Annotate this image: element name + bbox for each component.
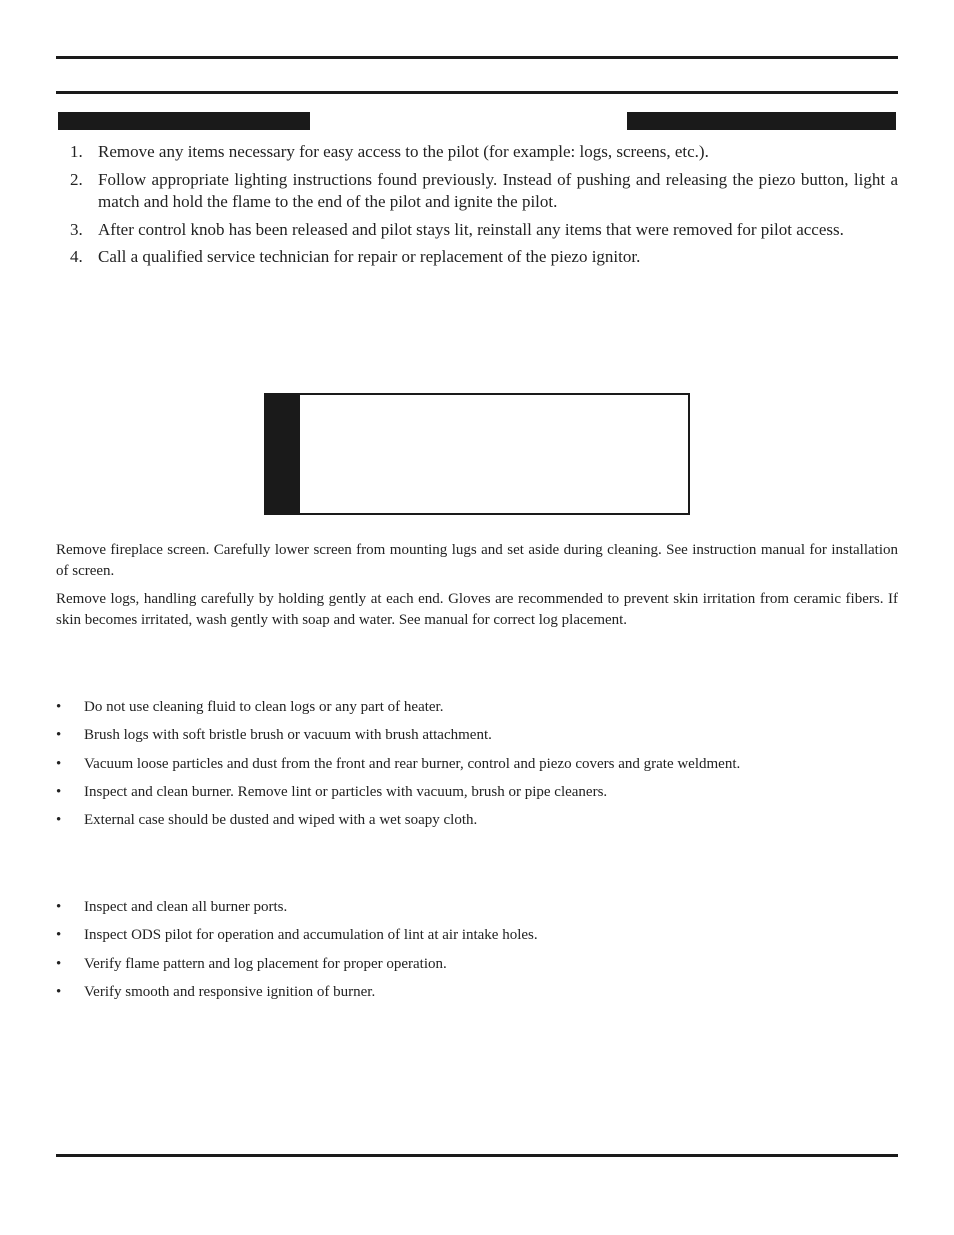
step-item	[56, 246, 898, 269]
bullet-icon: •	[56, 699, 62, 715]
step-number: 1.	[70, 142, 83, 161]
bullet-icon: •	[56, 899, 62, 915]
screen-removal-paragraph: Remove fireplace screen. Carefully lower screen from mounting lugs and set aside during cleaning. See instruction manual for installation of screen.	[56, 542, 898, 579]
header-rule-bottom	[56, 91, 898, 94]
step-item	[56, 169, 898, 214]
footer-rule	[56, 1154, 898, 1157]
list-item-text: Inspect ODS pilot for operation and accumulation of lint at air intake holes.	[84, 927, 538, 944]
list-item-text: Inspect and clean all burner ports.	[84, 899, 288, 915]
list-item	[56, 754, 898, 774]
bullet-icon: •	[56, 727, 62, 744]
list-item	[56, 897, 898, 917]
list-item-text: Inspect and clean burner. Remove lint or particles with vacuum, brush or pipe cleaners.	[84, 783, 608, 800]
step-number: 2.	[70, 169, 83, 189]
list-item-text: Do not use cleaning fluid to clean logs or any part of heater.	[84, 699, 444, 715]
list-item-text: Brush logs with soft bristle brush or vacuum with brush attachment.	[84, 727, 492, 744]
step-item	[56, 141, 898, 164]
warning-box	[264, 393, 690, 515]
list-item	[56, 782, 898, 802]
warning-box-side-bar	[266, 395, 300, 513]
section-heading-bar-right	[627, 112, 896, 130]
list-item-text: External case should be dusted and wiped with a wet soapy cloth.	[84, 812, 478, 829]
bullet-icon: •	[56, 812, 62, 829]
list-item-text: Vacuum loose particles and dust from the front and rear burner, control and piezo covers and grate weldment.	[84, 755, 741, 772]
list-item	[56, 982, 898, 1002]
step-text: Remove any items necessary for easy access to the pilot (for example: logs, screens, etc.).	[98, 142, 709, 161]
log-removal-paragraph: Remove logs, handling carefully by holding gently at each end. Gloves are recommended to prevent skin irritation from ceramic fibers. If skin becomes irritated, wash gently with soap and water. See manual for correct log placement.	[56, 591, 898, 628]
step-text: Call a qualified service technician for repair or replacement of the piezo ignitor.	[98, 247, 641, 266]
cleaning-bullet-list	[56, 697, 898, 838]
step-text: After control knob has been released and pilot stays lit, reinstall any items that were removed for pilot access.	[98, 219, 844, 239]
header-rule-top	[56, 56, 898, 59]
list-item	[56, 725, 898, 745]
list-item	[56, 954, 898, 974]
inspection-bullet-list	[56, 897, 898, 1010]
bullet-icon: •	[56, 927, 62, 944]
list-item	[56, 925, 898, 945]
bullet-icon: •	[56, 955, 62, 972]
list-item	[56, 697, 898, 717]
step-number: 3.	[70, 219, 83, 239]
list-item	[56, 810, 898, 830]
lighting-steps-list	[56, 141, 898, 274]
step-item	[56, 219, 898, 242]
step-number: 4.	[70, 247, 83, 266]
list-item-text: Verify flame pattern and log placement for proper operation.	[84, 955, 447, 972]
step-text: Follow appropriate lighting instructions found previously. Instead of pushing and releasing the piezo button, light a match and hold the flame to the end of the pilot and ignite the pilot.	[98, 169, 898, 211]
bullet-icon: •	[56, 755, 62, 772]
section-heading-bar-left	[58, 112, 310, 130]
bullet-icon: •	[56, 783, 62, 800]
list-item-text: Verify smooth and responsive ignition of burner.	[84, 983, 376, 1000]
bullet-icon: •	[56, 983, 62, 1000]
